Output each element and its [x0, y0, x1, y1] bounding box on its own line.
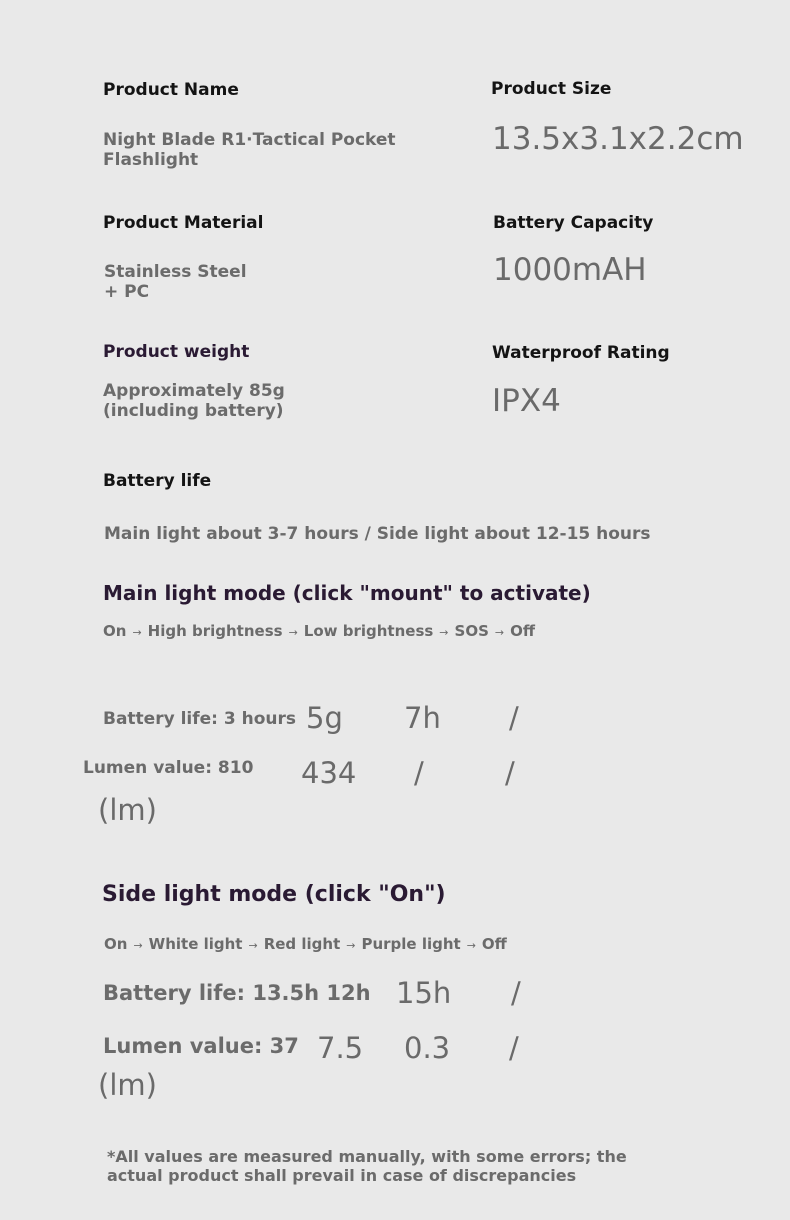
sequence-step: Off — [481, 935, 507, 953]
battery-capacity-label: Battery Capacity — [493, 213, 654, 233]
arrow-right-icon: → — [288, 626, 298, 639]
side-battery-value: / — [511, 976, 521, 1010]
main-battery-value: / — [509, 701, 519, 735]
sequence-step: Purple light — [361, 935, 461, 953]
side-lumen-value: 7.5 — [317, 1031, 364, 1065]
sequence-step: SOS — [454, 622, 489, 640]
sequence-step: Off — [510, 622, 535, 640]
battery-capacity-value: 1000mAH — [493, 252, 647, 288]
side-light-sequence — [104, 935, 507, 953]
main-lumen-value: / — [505, 756, 515, 790]
battery-life-label: Battery life — [103, 471, 212, 491]
sequence-step: On — [104, 935, 128, 953]
arrow-right-icon: → — [133, 939, 143, 952]
side-light-title: Side light mode (click "On") — [102, 882, 446, 907]
side-battery-life-label: Battery life: 13.5h 12h — [103, 981, 371, 1005]
sequence-step: On — [103, 622, 127, 640]
main-light-title: Main light mode (click "mount" to activate) — [103, 581, 591, 605]
main-lumen-unit: (lm) — [98, 793, 157, 827]
main-battery-life-label: Battery life: 3 hours — [103, 709, 297, 729]
sequence-step: High brightness — [147, 622, 283, 640]
product-name-label: Product Name — [103, 80, 239, 100]
arrow-right-icon: → — [346, 939, 356, 952]
side-lumen-unit: (lm) — [98, 1068, 157, 1102]
product-material-value: Stainless Steel + PC — [104, 262, 247, 302]
sequence-step: Red light — [263, 935, 341, 953]
side-lumen-label: Lumen value: 37 — [103, 1034, 299, 1058]
footnote: *All values are measured manually, with some errors; the actual product shall prevail in case of discrepancies — [107, 1147, 627, 1185]
main-battery-value: 7h — [404, 701, 441, 735]
arrow-right-icon: → — [248, 939, 258, 952]
side-lumen-value: 0.3 — [404, 1031, 451, 1065]
side-battery-value: 15h — [396, 976, 452, 1010]
product-size-label: Product Size — [491, 79, 612, 99]
arrow-right-icon: → — [494, 626, 505, 639]
main-lumen-value: / — [414, 756, 424, 790]
sequence-step: Low brightness — [303, 622, 434, 640]
sequence-step: White light — [148, 935, 243, 953]
arrow-right-icon: → — [439, 626, 449, 639]
waterproof-rating-label: Waterproof Rating — [492, 343, 670, 363]
waterproof-rating-value: IPX4 — [492, 383, 561, 419]
product-name-value: Night Blade R1·Tactical Pocket Flashlight — [103, 130, 396, 170]
arrow-right-icon: → — [466, 939, 476, 952]
product-size-value: 13.5x3.1x2.2cm — [492, 121, 744, 157]
main-lumen-value: 434 — [301, 756, 357, 790]
main-lumen-label: Lumen value: 810 — [83, 758, 254, 778]
side-lumen-value: / — [509, 1031, 519, 1065]
arrow-right-icon: → — [132, 626, 142, 639]
product-weight-value: Approximately 85g (including battery) — [103, 381, 285, 421]
main-battery-value: 5g — [306, 701, 343, 735]
battery-life-value: Main light about 3-7 hours / Side light about 12-15 hours — [104, 524, 651, 544]
main-light-sequence — [103, 622, 535, 640]
product-material-label: Product Material — [103, 213, 264, 233]
product-weight-label: Product weight — [103, 342, 250, 362]
